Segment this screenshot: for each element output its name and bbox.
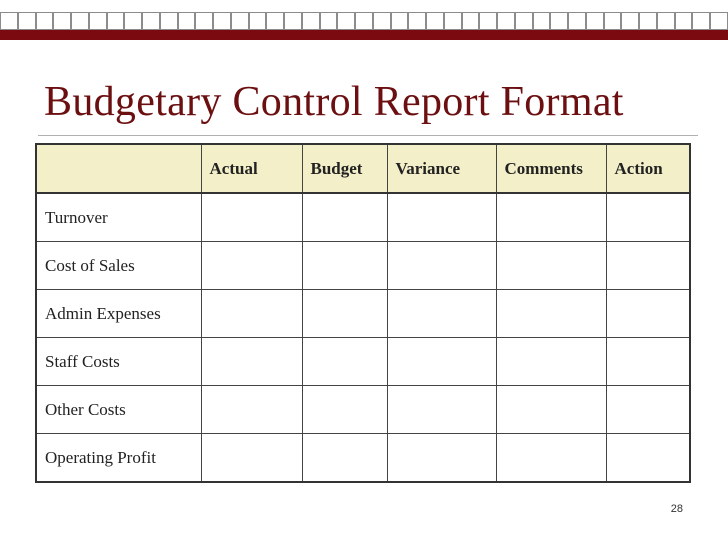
band-square-dark <box>142 30 160 40</box>
band-square-dark <box>710 30 728 40</box>
row-label: Other Costs <box>36 386 201 434</box>
header-cell-variance: Variance <box>387 144 496 193</box>
band-square <box>231 12 249 30</box>
band-square-dark <box>195 30 213 40</box>
table-cell <box>606 338 690 386</box>
band-square <box>36 12 54 30</box>
band-square <box>462 12 480 30</box>
decorative-top-band <box>0 0 728 46</box>
table-cell <box>387 193 496 242</box>
row-label: Cost of Sales <box>36 242 201 290</box>
band-square-dark <box>53 30 71 40</box>
table-cell <box>606 434 690 483</box>
band-square-dark <box>18 30 36 40</box>
table-row <box>36 434 690 483</box>
band-square <box>142 12 160 30</box>
band-square <box>497 12 515 30</box>
band-square <box>692 12 710 30</box>
band-row-top <box>0 12 728 30</box>
header-cell-budget: Budget <box>302 144 387 193</box>
band-square <box>675 12 693 30</box>
table-header-row <box>36 144 690 193</box>
header-cell-actual: Actual <box>201 144 302 193</box>
band-square-dark <box>355 30 373 40</box>
table-row <box>36 193 690 242</box>
band-square <box>178 12 196 30</box>
band-square-dark <box>568 30 586 40</box>
band-square <box>0 12 18 30</box>
table-cell <box>201 338 302 386</box>
table-cell <box>606 193 690 242</box>
band-square-dark <box>0 30 18 40</box>
band-square-dark <box>337 30 355 40</box>
row-label: Operating Profit <box>36 434 201 483</box>
table-cell <box>302 338 387 386</box>
band-square-dark <box>124 30 142 40</box>
band-square <box>550 12 568 30</box>
band-square-dark <box>533 30 551 40</box>
band-square-dark <box>178 30 196 40</box>
table-cell <box>302 290 387 338</box>
header-cell-action: Action <box>606 144 690 193</box>
band-square <box>124 12 142 30</box>
table-cell <box>302 434 387 483</box>
table-cell <box>201 242 302 290</box>
band-row-bottom <box>0 30 728 40</box>
band-square-dark <box>36 30 54 40</box>
band-square <box>71 12 89 30</box>
budget-report-table <box>35 143 691 483</box>
band-square-dark <box>249 30 267 40</box>
band-square-dark <box>657 30 675 40</box>
table-cell <box>201 193 302 242</box>
band-square <box>107 12 125 30</box>
band-square <box>639 12 657 30</box>
band-square-dark <box>373 30 391 40</box>
band-square-dark <box>692 30 710 40</box>
band-square <box>213 12 231 30</box>
table-cell <box>387 434 496 483</box>
band-square <box>408 12 426 30</box>
band-square-dark <box>160 30 178 40</box>
band-square-dark <box>213 30 231 40</box>
band-square-dark <box>266 30 284 40</box>
band-square <box>266 12 284 30</box>
table-cell <box>302 242 387 290</box>
band-square-dark <box>71 30 89 40</box>
band-square <box>391 12 409 30</box>
band-square-dark <box>639 30 657 40</box>
band-square <box>657 12 675 30</box>
band-square <box>479 12 497 30</box>
table-cell <box>201 290 302 338</box>
band-square-dark <box>515 30 533 40</box>
table-cell <box>496 242 606 290</box>
band-square-dark <box>621 30 639 40</box>
table-cell <box>496 338 606 386</box>
row-label: Staff Costs <box>36 338 201 386</box>
band-square <box>195 12 213 30</box>
header-cell-comments: Comments <box>496 144 606 193</box>
band-square <box>320 12 338 30</box>
table-cell <box>387 290 496 338</box>
band-square <box>710 12 728 30</box>
band-square-dark <box>444 30 462 40</box>
band-square <box>160 12 178 30</box>
table-cell <box>606 386 690 434</box>
table-row <box>36 338 690 386</box>
band-square-dark <box>479 30 497 40</box>
row-label: Turnover <box>36 193 201 242</box>
table-cell <box>496 193 606 242</box>
table-row <box>36 290 690 338</box>
table-cell <box>387 338 496 386</box>
band-square <box>89 12 107 30</box>
band-square <box>337 12 355 30</box>
band-square-dark <box>604 30 622 40</box>
band-square-dark <box>284 30 302 40</box>
band-square-dark <box>408 30 426 40</box>
band-square <box>373 12 391 30</box>
band-square <box>586 12 604 30</box>
table-cell <box>302 193 387 242</box>
band-square-dark <box>462 30 480 40</box>
title-divider <box>38 135 698 136</box>
table-cell <box>606 290 690 338</box>
table-cell <box>302 386 387 434</box>
band-square-dark <box>497 30 515 40</box>
band-square <box>18 12 36 30</box>
band-square-dark <box>320 30 338 40</box>
band-square <box>568 12 586 30</box>
table-row <box>36 386 690 434</box>
band-square <box>284 12 302 30</box>
band-square <box>249 12 267 30</box>
band-square <box>355 12 373 30</box>
table-cell <box>496 290 606 338</box>
table-cell <box>387 242 496 290</box>
band-square-dark <box>231 30 249 40</box>
band-square-dark <box>391 30 409 40</box>
band-square <box>604 12 622 30</box>
band-square-dark <box>107 30 125 40</box>
band-square-dark <box>89 30 107 40</box>
table-cell <box>496 434 606 483</box>
band-square-dark <box>550 30 568 40</box>
band-square <box>53 12 71 30</box>
band-square <box>302 12 320 30</box>
band-square <box>444 12 462 30</box>
band-square-dark <box>586 30 604 40</box>
table-cell <box>387 386 496 434</box>
band-square <box>426 12 444 30</box>
band-square-dark <box>675 30 693 40</box>
header-cell-blank <box>36 144 201 193</box>
table-cell <box>201 386 302 434</box>
page-number: 28 <box>670 503 683 515</box>
band-square <box>515 12 533 30</box>
band-square <box>621 12 639 30</box>
band-square-dark <box>302 30 320 40</box>
table-cell <box>496 386 606 434</box>
slide-title: Budgetary Control Report Format <box>44 79 624 125</box>
table-cell <box>201 434 302 483</box>
band-square <box>533 12 551 30</box>
table-cell <box>606 242 690 290</box>
band-square-dark <box>426 30 444 40</box>
row-label: Admin Expenses <box>36 290 201 338</box>
table-row <box>36 242 690 290</box>
